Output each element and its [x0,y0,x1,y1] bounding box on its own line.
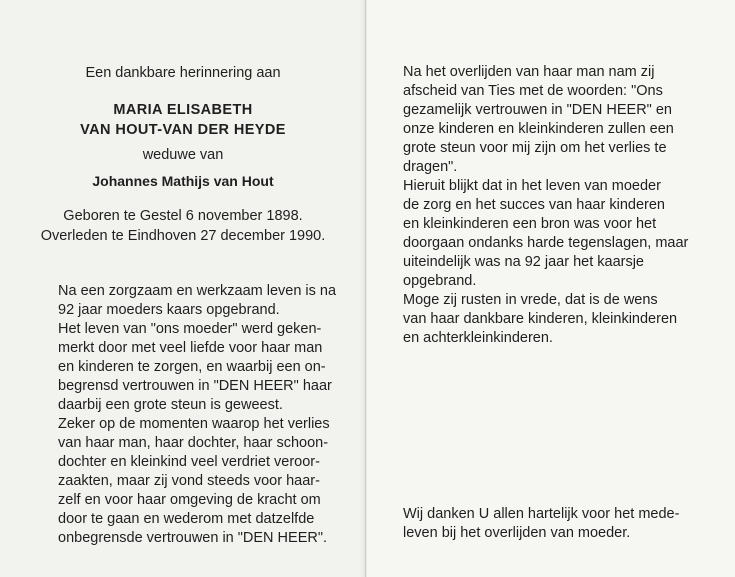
text-line: Hieruit blijkt dat in het leven van moeder [403,178,661,194]
right-panel [367,0,735,577]
text-line: merkt door met veel liefde voor haar man [58,340,323,356]
text-line: Na het overlijden van haar man nam zij [403,64,655,80]
text-line: dochter en kleinkind veel verdriet veroor- [58,454,320,470]
left-panel [0,0,366,577]
deceased-name-line1: MARIA ELISABETH [113,102,253,118]
text-line: de zorg en het succes van haar kinderen [403,197,665,213]
text-line: 92 jaar moeders kaars opgebrand. [58,302,280,318]
text-line: doorgaan ondanks harde tegenslagen, maar [403,235,689,251]
text-line: en achterkleinkinderen. [403,330,553,346]
text-line: Moge zij rusten in vrede, dat is de wens [403,292,658,308]
widow-of-line: weduwe van [142,147,224,163]
text-line: zaakten, maar zij vond steeds voor haar- [58,473,320,489]
text-line: Het leven van "ons moeder" werd geken- [58,321,322,337]
thanks-text [403,505,725,543]
text-line: en kleinkinderen een bron was voor het [403,216,657,232]
text-line: Na een zorgzaam en werkzaam leven is na [58,283,337,299]
text-line: van haar man, haar dochter, haar schoon- [58,435,329,451]
text-line: door te gaan en wederom met datzelfde [58,511,315,527]
text-line: leven bij het overlijden van moeder. [403,525,631,541]
death-line: Overleden te Eindhoven 27 december 1990. [40,228,326,244]
left-body-text [58,282,348,548]
text-line: gezamelijk vertrouwen in "DEN HEER" en [403,102,672,118]
text-line: Wij danken U allen hartelijk voor het mede- [403,506,680,522]
husband-name: Johannes Mathijs van Hout [92,173,274,189]
text-line: onbegrensde vertrouwen in "DEN HEER". [58,530,328,546]
text-line: daarbij een grote steun is geweest. [58,397,283,413]
text-line: opgebrand. [403,273,477,289]
text-line: van haar dankbare kinderen, kleinkinderen [403,311,678,327]
text-line: zelf en voor haar omgeving de kracht om [58,492,321,508]
text-line: dragen". [403,159,458,175]
text-line: begrensd vertrouwen in "DEN HEER" haar [58,378,332,394]
text-line: afscheid van Ties met de woorden: "Ons [403,83,663,99]
text-line: Zeker op de momenten waarop het verlies [58,416,330,432]
intro-line: Een dankbare herinnering aan [85,65,281,81]
deceased-name-line2: VAN HOUT-VAN DER HEYDE [80,122,286,138]
text-line: en kinderen te zorgen, en waarbij een on- [58,359,326,375]
text-line: grote steun voor mij zijn om het verlies te [403,140,667,156]
text-line: onze kinderen en kleinkinderen zullen een [403,121,674,137]
right-body-text [403,63,725,348]
text-line: uiteindelijk was na 92 jaar het kaarsje [403,254,644,270]
birth-line: Geboren te Gestel 6 november 1898. [63,208,303,224]
